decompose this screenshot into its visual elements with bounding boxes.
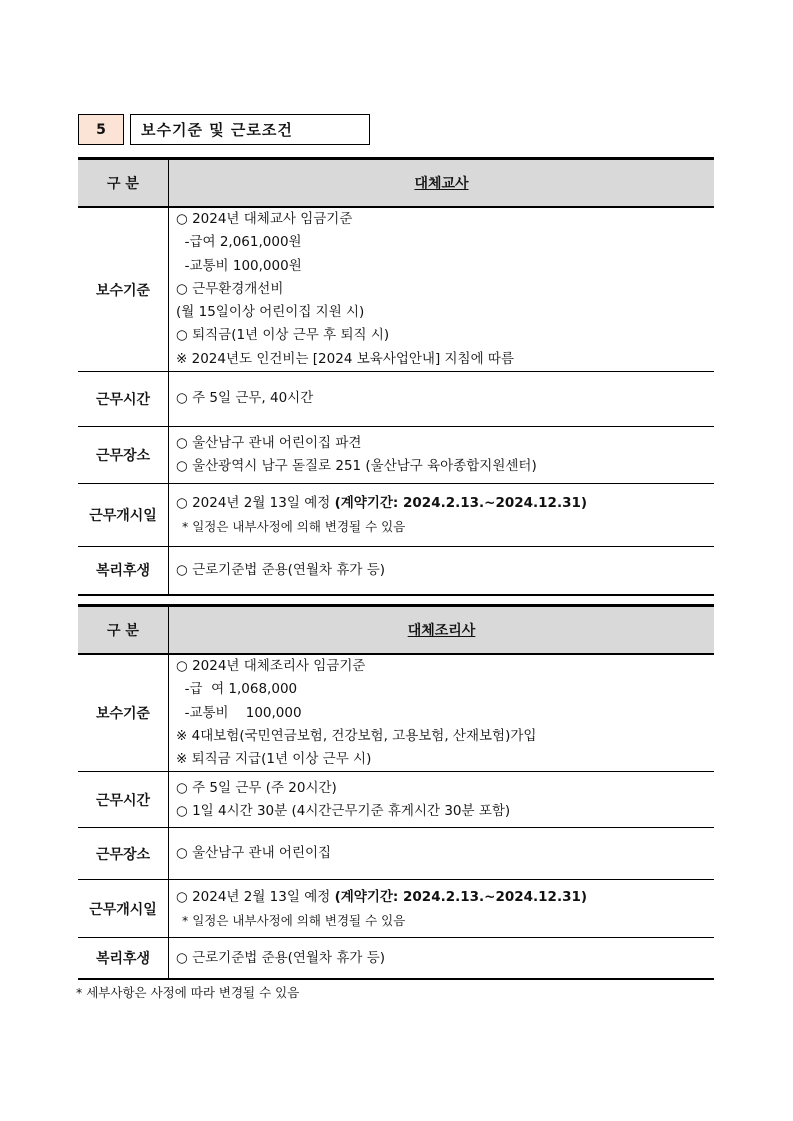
- header-title: 대체조리사: [169, 606, 715, 655]
- table-row: [78, 828, 714, 880]
- row-content: [169, 484, 715, 547]
- row-label: 근무개시일: [78, 484, 169, 547]
- table-row: [78, 547, 714, 595]
- header-title: 대체교사: [169, 159, 715, 208]
- content-line: -급여 2,061,000원: [176, 234, 302, 251]
- row-content: [169, 427, 715, 484]
- row-content: [169, 547, 715, 595]
- start-date-text: ○ 2024년 2월 13일 예정: [176, 494, 335, 511]
- content-line: ○ 울산남구 관내 어린이집 파견: [176, 434, 362, 451]
- content-line: ※ 퇴직금 지급(1년 이상 근무 시): [176, 751, 372, 768]
- substitute-teacher-table: [78, 157, 714, 596]
- contract-period: (계약기간: 2024.2.13.~2024.12.31): [334, 494, 588, 511]
- content-line: ※ 4대보험(국민연금보험, 건강보험, 고용보험, 산재보험)가입: [176, 727, 537, 744]
- row-content: [169, 772, 715, 828]
- table-row: [78, 427, 714, 484]
- content-line: ○ 울산남구 관내 어린이집: [176, 845, 332, 862]
- table-row: [78, 484, 714, 547]
- row-content: [169, 828, 715, 880]
- row-label: 복리후생: [78, 547, 169, 595]
- content-line: ○ 울산광역시 남구 돋질로 251 (울산남구 육아종합지원센터): [176, 458, 537, 475]
- table-row: [78, 880, 714, 938]
- content-line: ○ 주 5일 근무 (주 20시간): [176, 779, 337, 796]
- row-content: [169, 372, 715, 427]
- row-label: 근무개시일: [78, 880, 169, 938]
- table-header-row: [78, 606, 714, 655]
- section-title: 보수기준 및 근로조건: [130, 114, 370, 145]
- row-label: 근무장소: [78, 828, 169, 880]
- content-line: ○ 1일 4시간 30분 (4시간근무기준 휴게시간 30분 포함): [176, 802, 511, 819]
- content-line: ○ 퇴직금(1년 이상 근무 후 퇴직 시): [176, 327, 390, 344]
- row-label: 보수기준: [78, 207, 169, 372]
- table-row: [78, 207, 714, 372]
- footnote: * 세부사항은 사정에 따라 변경될 수 있음: [76, 985, 300, 1000]
- content-line: ※ 2024년도 인건비는 [2024 보육사업안내] 지침에 따름: [176, 350, 515, 367]
- content-line: * 일정은 내부사정에 의해 변경될 수 있음: [182, 519, 406, 535]
- table-header-row: [78, 159, 714, 208]
- content-line: * 일정은 내부사정에 의해 변경될 수 있음: [182, 912, 406, 928]
- contract-period: (계약기간: 2024.2.13.~2024.12.31): [334, 888, 588, 905]
- row-label: 보수기준: [78, 654, 169, 772]
- content-line: -급 여 1,068,000: [176, 681, 298, 698]
- row-content: [169, 938, 715, 979]
- content-line: ○ 2024년 대체조리사 임금기준: [176, 658, 366, 674]
- table-row: [78, 372, 714, 427]
- row-label: 근무시간: [78, 772, 169, 828]
- row-content: [169, 207, 715, 372]
- content-line: ○ 근로기준법 준용(연월차 휴가 등): [176, 949, 386, 966]
- header-category: 구 분: [78, 159, 169, 208]
- content-line: -교통비 100,000: [176, 704, 302, 721]
- row-label: 근무시간: [78, 372, 169, 427]
- content-line: ○ 근로기준법 준용(연월차 휴가 등): [176, 561, 386, 578]
- row-label: 근무장소: [78, 427, 169, 484]
- content-line: [176, 492, 714, 515]
- content-line: [176, 886, 714, 909]
- start-date-text: ○ 2024년 2월 13일 예정: [176, 888, 335, 905]
- content-line: -교통비 100,000원: [176, 257, 302, 274]
- section-header: [78, 114, 370, 145]
- substitute-cook-table: [78, 604, 714, 980]
- row-content: [169, 654, 715, 772]
- table-row: [78, 938, 714, 979]
- content-line: ○ 2024년 대체교사 임금기준: [176, 211, 353, 227]
- content-line: ○ 근무환경개선비: [176, 280, 284, 297]
- header-category: 구 분: [78, 606, 169, 655]
- row-content: [169, 880, 715, 938]
- table-row: [78, 654, 714, 772]
- row-label: 복리후생: [78, 938, 169, 979]
- section-number: 5: [78, 114, 124, 145]
- content-line: ○ 주 5일 근무, 40시간: [176, 390, 314, 407]
- table-row: [78, 772, 714, 828]
- content-line: (월 15일이상 어린이집 지원 시): [176, 304, 365, 321]
